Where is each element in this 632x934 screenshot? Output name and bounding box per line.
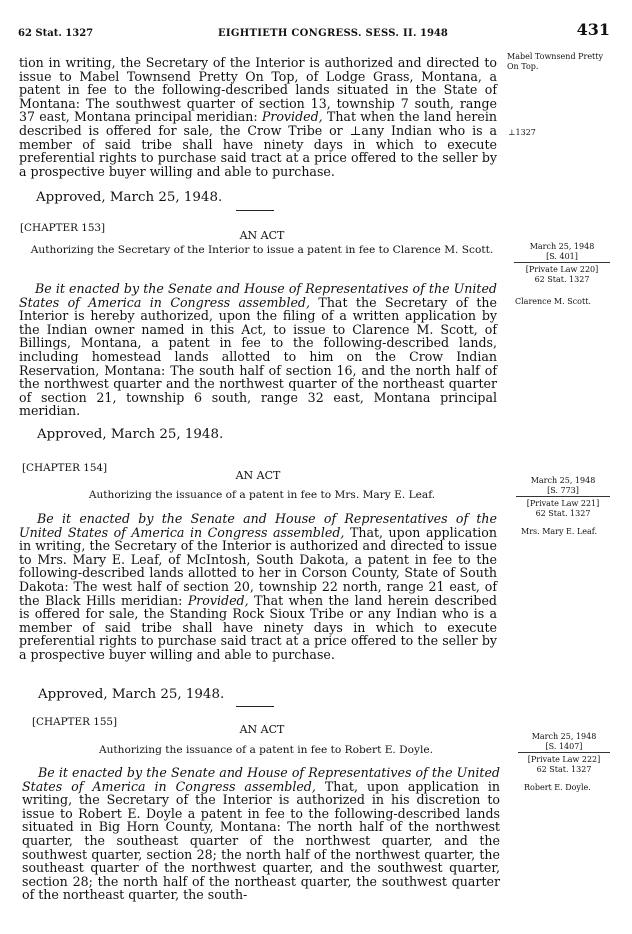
chapter-154-approved: Approved, March 25, 1948.: [38, 687, 225, 702]
chapter-155-act: AN ACT: [239, 723, 285, 736]
margin-rule: [518, 752, 610, 753]
chapter-154-text: [19, 512, 497, 662]
running-header: [18, 20, 610, 44]
margin-date: March 25, 1948: [531, 732, 597, 741]
header-stat-ref: 62 Stat. 1327: [18, 28, 94, 39]
margin-private-law: [Private Law 221]: [526, 499, 600, 508]
chapter-153-margin-name: Clarence M. Scott.: [515, 297, 591, 306]
margin-bill: [S. 1407]: [545, 741, 583, 751]
margin-bill: [S. 401]: [546, 251, 578, 261]
chapter-153-text: [19, 282, 497, 418]
chapter-153-body: That the Secretary of the Interior is hereby authorized, upon the filing of a written application by the Indian owner named in this Act, to issue to Clarence M. Scott, of Billings, Montana, a patent in fee to the following-described lands, including homestead lands allotted to him on the Crow Indian Reservation, Montana: The south half of section 16, and the north half of the northwest quarter and the northwest quarter of the northeast quarter of section 21, township 6 south, range 32 east, Montana principal meridian.: [19, 294, 497, 419]
margin-name-mabel: Mabel Townsend Pretty On Top.: [507, 52, 603, 71]
header-year: 1948: [420, 28, 448, 39]
chapter-153-purpose: Authorizing the Secretary of the Interior to issue a patent in fee to Clarence M. Scott.: [30, 244, 494, 256]
chapter-154-proviso: Provided,: [187, 592, 249, 608]
chapter-153-enacting: Be it enacted by the Senate and House of Representatives of the United States of America in Congress assembled,: [19, 281, 497, 310]
section-continued-text: [19, 56, 497, 178]
header-congress: EIGHTIETH CONGRESS. SESS. II.: [218, 28, 417, 39]
section-divider: [236, 706, 274, 707]
page-number: 431: [576, 20, 610, 39]
section1-proviso: Provided,: [261, 109, 323, 125]
chapter-154-heading: [CHAPTER 154]: [22, 462, 108, 474]
margin-bill: [S. 773]: [547, 485, 579, 495]
chapter-155-enacting: Be it enacted by the Senate and House of Representatives of the United States of America in Congress assembled,: [22, 765, 500, 794]
chapter-153-act: AN ACT: [239, 229, 285, 242]
margin-private-law: [Private Law 222]: [527, 755, 601, 764]
chapter-155-heading: [CHAPTER 155]: [32, 716, 118, 728]
chapter-155-margin-name: Robert E. Doyle.: [524, 783, 591, 792]
chapter-154-margin-name: Mrs. Mary E. Leaf.: [521, 527, 598, 536]
section1-body: tion in writing, the Secretary of the Interior is authorized and directed to issue to Mabel Townsend Pretty On Top, of Lodge Grass, Montana, a patent in fee to the following-described lands situated in the State of Montana: The southwest quarter of section 13, township 7 south, range 37 east, Montana principal meridian:: [19, 55, 497, 125]
chapter-154-enacting: Be it enacted by the Senate and House of Representatives of the United States of America in Congress assembled,: [19, 511, 497, 540]
section1-approved: Approved, March 25, 1948.: [36, 190, 223, 205]
margin-stat: 62 Stat. 1327: [536, 764, 592, 774]
chapter-154-margin-note: [512, 476, 614, 518]
margin-private-law: [Private Law 220]: [525, 265, 599, 274]
margin-rule: [516, 496, 610, 497]
chapter-153-approved: Approved, March 25, 1948.: [37, 427, 224, 442]
margin-stat: 62 Stat. 1327: [535, 508, 591, 518]
chapter-155-margin-note: [514, 732, 614, 774]
chapter-155-purpose: Authorizing the issuance of a patent in fee to Robert E. Doyle.: [98, 744, 434, 756]
section1-body-after: That when the land herein described is offered for sale, the Crow Tribe or ⊥any Indian who is a member of said tribe shall have ninety days in which to execute preferential rights to purchase said tract at a price offered to the seller by a prospective buyer willing and able to purchase.: [19, 109, 497, 179]
chapter-155-body: That, upon application in writing, the Secretary of the Interior is authorized in his discretion to issue to Robert E. Doyle a patent in fee to the following-described lands situated in Big Horn County, Montana: The north half of the northwest quarter, the southeast quarter of the northwest quarter, and the southwest quarter, section 28; the north half of the northwest quarter, the southeast quarter of the northwest quarter, and the southwest quarter, section 28; the north half of the northeast quarter, the southwest quarter of the northeast quarter, the south-: [22, 778, 500, 903]
chapter-154-act: AN ACT: [235, 469, 281, 482]
section-divider: [236, 210, 274, 211]
margin-date: March 25, 1948: [530, 476, 596, 485]
chapter-155-text: [22, 766, 500, 902]
chapter-154-body-after: That when the land herein described is offered for sale, the Standing Rock Sioux Tribe or any Indian who is a member of said tribe shall have ninety days in which to execute preferential rights to purchase said tract at a price offered to the seller by a prospective buyer willing and able to purchase.: [19, 592, 497, 662]
chapter-153-heading: [CHAPTER 153]: [20, 222, 106, 234]
chapter-154-purpose: Authorizing the issuance of a patent in fee to Mrs. Mary E. Leaf.: [88, 489, 436, 501]
margin-date: March 25, 1948: [529, 242, 595, 251]
margin-ref-1327: ⊥1327: [508, 128, 536, 137]
chapter-154-body: That, upon application in writing, the Secretary of the Interior is authorized and directed to issue to Mrs. Mary E. Leaf, of McIntosh, South Dakota, a patent in fee to the following-described lands allotted to her in Corson County, State of South Dakota: The west half of section 20, township 22 north, range 21 east, of the Black Hills meridian:: [19, 524, 497, 608]
margin-stat: 62 Stat. 1327: [534, 274, 590, 284]
margin-rule: [514, 262, 610, 263]
chapter-153-margin-note: [510, 242, 614, 284]
